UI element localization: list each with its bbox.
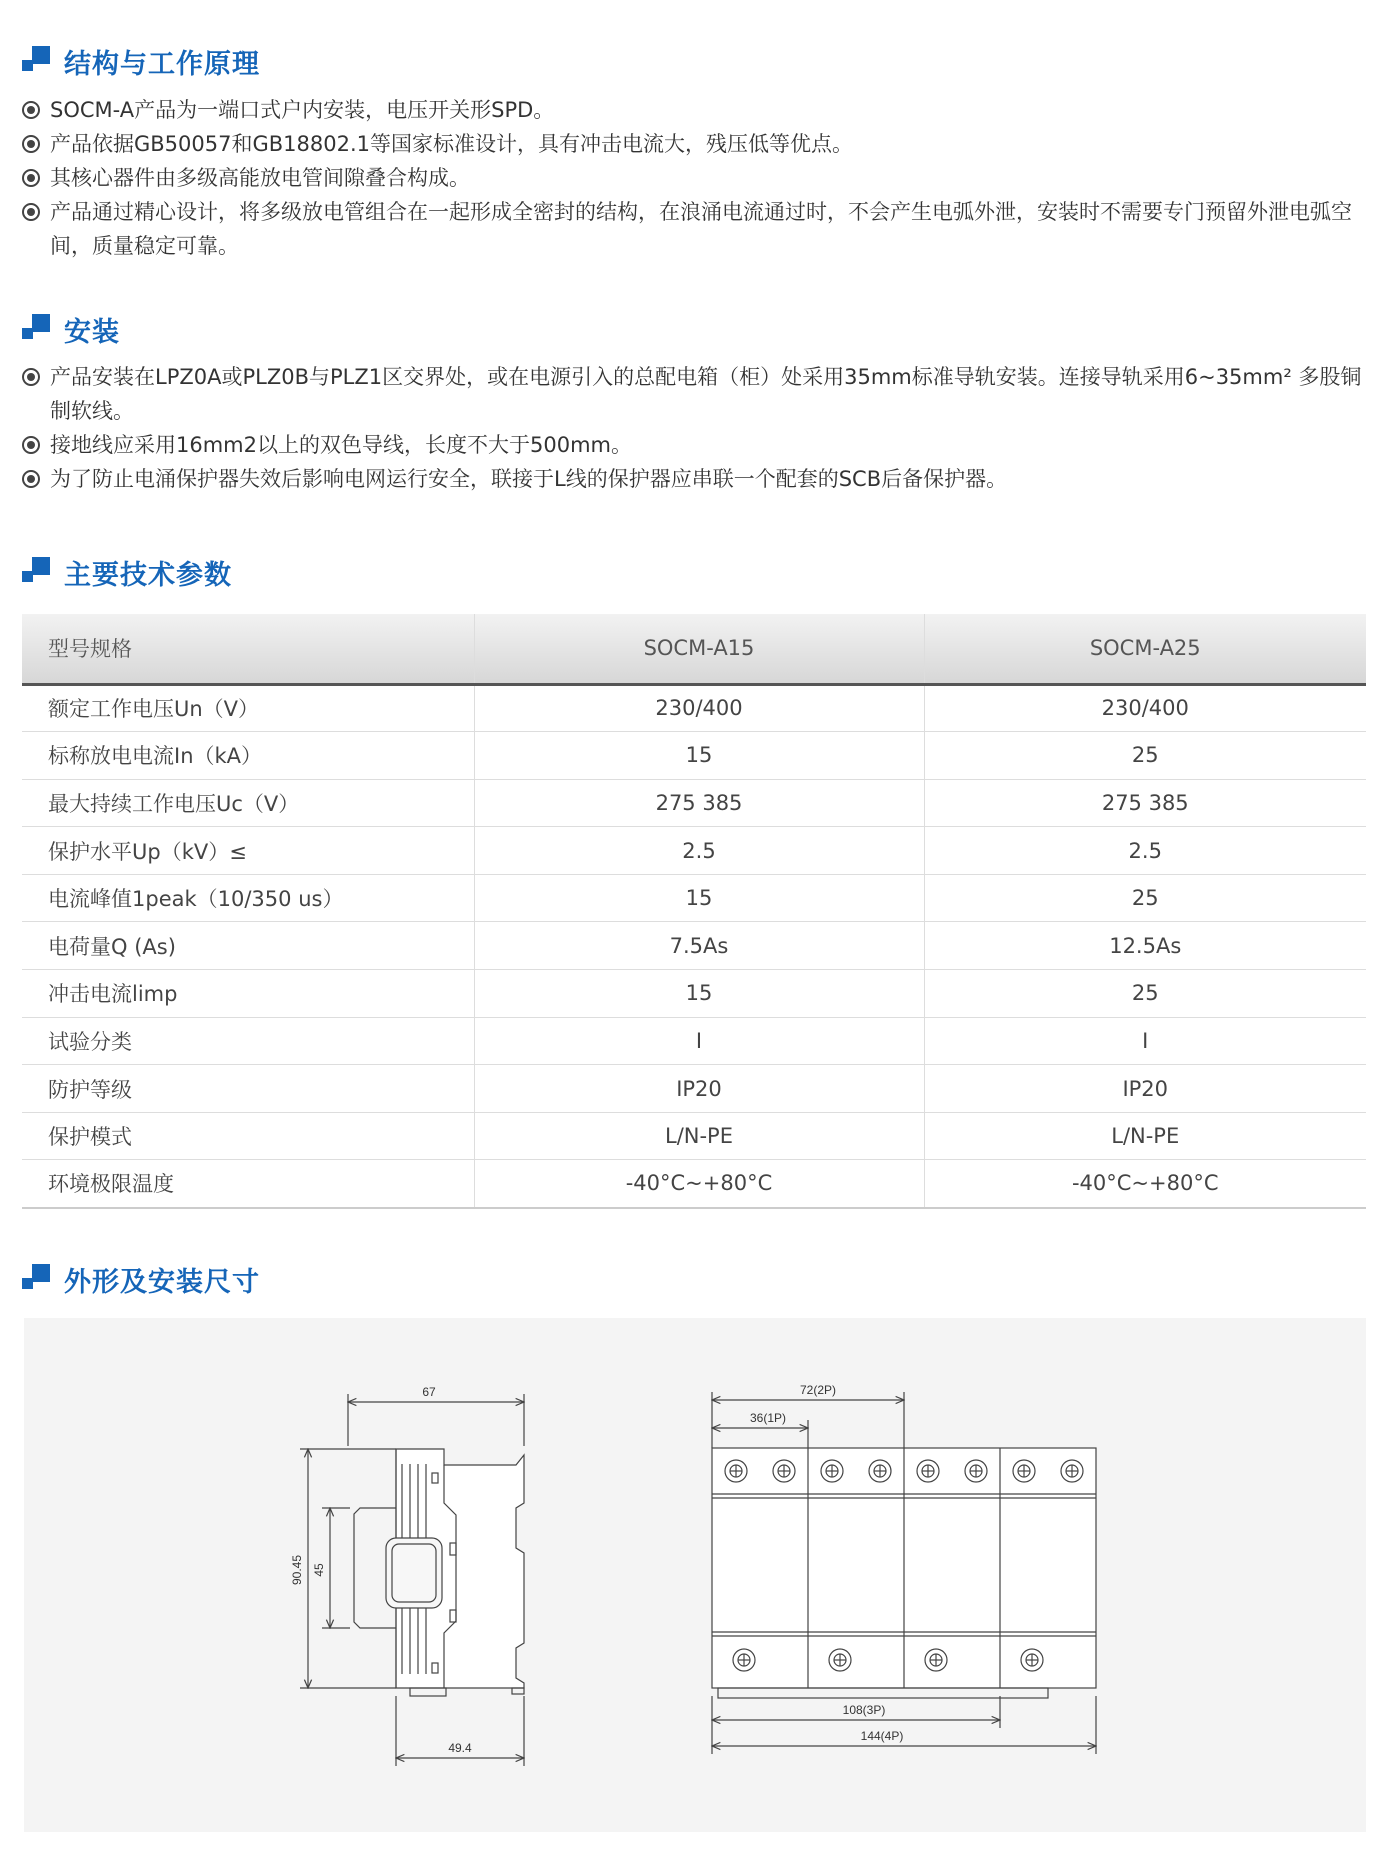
- param-value: 2.5: [924, 827, 1366, 875]
- table-row: [22, 1160, 1366, 1208]
- param-name: 冲击电流limp: [22, 970, 474, 1018]
- section-title-dimensions: [22, 1260, 260, 1299]
- param-name: 额定工作电压Un（V）: [22, 684, 474, 732]
- param-name: 试验分类: [22, 1017, 474, 1065]
- param-name: 保护水平Up（kV）≤: [22, 827, 474, 875]
- circle-bullet-icon: [22, 135, 40, 153]
- structure-list: [22, 93, 1362, 263]
- dim-side-height-total: 90.45: [290, 1554, 304, 1586]
- param-value: 15: [474, 970, 924, 1018]
- square-bullet-icon: [22, 1264, 54, 1296]
- param-value: IP20: [924, 1065, 1366, 1113]
- dim-front-2p: 72(2P): [799, 1383, 837, 1397]
- col-header-model: 型号规格: [22, 614, 474, 684]
- circle-bullet-icon: [22, 368, 40, 386]
- param-value: 25: [924, 970, 1366, 1018]
- param-name: 最大持续工作电压Uc（V）: [22, 779, 474, 827]
- param-value: 230/400: [474, 684, 924, 732]
- circle-bullet-icon: [22, 436, 40, 454]
- circle-bullet-icon: [22, 101, 40, 119]
- table-row: [22, 684, 1366, 732]
- square-bullet-icon: [22, 314, 54, 346]
- circle-bullet-icon: [22, 470, 40, 488]
- param-name: 防护等级: [22, 1065, 474, 1113]
- install-list: [22, 360, 1362, 496]
- table-row: [22, 1065, 1366, 1113]
- section-heading: 外形及安装尺寸: [64, 1267, 260, 1298]
- dim-front-3p: 108(3P): [842, 1703, 886, 1717]
- param-value: 25: [924, 874, 1366, 922]
- table-row: [22, 1017, 1366, 1065]
- side-view-drawing: [300, 1394, 524, 1766]
- param-value: -40°C~+80°C: [474, 1160, 924, 1208]
- param-value: 230/400: [924, 684, 1366, 732]
- list-item: 其核心器件由多级高能放电管间隙叠合构成。: [22, 161, 1362, 195]
- section-title-structure: [22, 42, 260, 81]
- param-value: 15: [474, 874, 924, 922]
- dim-front-1p: 36(1P): [749, 1411, 787, 1425]
- table-row: [22, 970, 1366, 1018]
- table-header-row: [22, 614, 1366, 684]
- list-item: 接地线应采用16mm2以上的双色导线，长度不大于500mm。: [22, 428, 1362, 462]
- square-bullet-icon: [22, 46, 54, 78]
- dimension-drawing-panel: [24, 1318, 1366, 1832]
- front-view-drawing: [712, 1392, 1096, 1754]
- table-row: [22, 827, 1366, 875]
- param-value: I: [924, 1017, 1366, 1065]
- param-value: 25: [924, 732, 1366, 780]
- dim-side-width-top: 67: [422, 1385, 436, 1399]
- param-value: 15: [474, 732, 924, 780]
- circle-bullet-icon: [22, 203, 40, 221]
- dim-side-height-inner: 45: [312, 1563, 326, 1577]
- square-bullet-icon: [22, 557, 54, 589]
- table-row: [22, 1112, 1366, 1160]
- table-row: [22, 922, 1366, 970]
- spec-table: [22, 614, 1366, 1209]
- list-item: 产品通过精心设计，将多级放电管组合在一起形成全密封的结构，在浪涌电流通过时，不会产生电弧外泄，安装时不需要专门预留外泄电弧空间，质量稳定可靠。: [22, 195, 1362, 263]
- param-name: 标称放电电流In（kA）: [22, 732, 474, 780]
- param-value: L/N-PE: [924, 1112, 1366, 1160]
- table-row: [22, 732, 1366, 780]
- circle-bullet-icon: [22, 169, 40, 187]
- param-value: -40°C~+80°C: [924, 1160, 1366, 1208]
- list-item: 为了防止电涌保护器失效后影响电网运行安全，联接于L线的保护器应串联一个配套的SCB后备保护器。: [22, 462, 1362, 496]
- col-header-a15: SOCM-A15: [474, 614, 924, 684]
- param-name: 电荷量Q (As): [22, 922, 474, 970]
- section-title-params: [22, 553, 232, 592]
- section-title-install: [22, 310, 120, 349]
- dim-front-4p: 144(4P): [860, 1729, 904, 1743]
- param-name: 保护模式: [22, 1112, 474, 1160]
- col-header-a25: SOCM-A25: [924, 614, 1366, 684]
- param-value: I: [474, 1017, 924, 1065]
- param-name: 环境极限温度: [22, 1160, 474, 1208]
- param-value: L/N-PE: [474, 1112, 924, 1160]
- table-row: [22, 874, 1366, 922]
- list-item: SOCM-A产品为一端口式户内安装，电压开关形SPD。: [22, 93, 1362, 127]
- param-value: 2.5: [474, 827, 924, 875]
- dim-side-width-bottom: 49.4: [448, 1741, 472, 1755]
- section-heading: 安装: [64, 317, 120, 348]
- param-value: 275 385: [924, 779, 1366, 827]
- dimension-drawings: [24, 1318, 1366, 1832]
- section-heading: 结构与工作原理: [64, 49, 260, 80]
- param-value: 275 385: [474, 779, 924, 827]
- list-item: 产品依据GB50057和GB18802.1等国家标准设计，具有冲击电流大，残压低等优点。: [22, 127, 1362, 161]
- param-value: 7.5As: [474, 922, 924, 970]
- param-value: IP20: [474, 1065, 924, 1113]
- param-value: 12.5As: [924, 922, 1366, 970]
- param-name: 电流峰值1peak（10/350 us）: [22, 874, 474, 922]
- table-row: [22, 779, 1366, 827]
- section-heading: 主要技术参数: [64, 560, 232, 591]
- list-item: 产品安装在LPZ0A或PLZ0B与PLZ1区交界处，或在电源引入的总配电箱（柜）处采用35mm标准导轨安装。连接导轨采用6~35mm² 多股铜制软线。: [22, 360, 1362, 428]
